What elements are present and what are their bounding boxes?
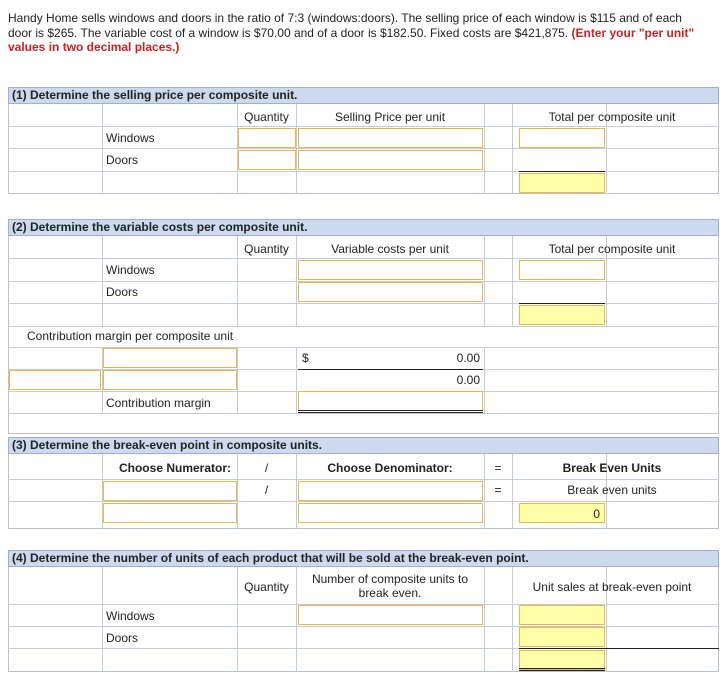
s4-col-unit-sales: Unit sales at break-even point bbox=[532, 580, 692, 594]
problem-text: Handy Home sells windows and doors in the ratio of 7:3 (windows:doors). The selling price of each window is $115 and of each door is $265. The variable cost of a window is $70.00 and of a door is $182.50. Fixed costs are $421,875. bbox=[8, 11, 682, 40]
s4-composite-units-input[interactable] bbox=[298, 605, 483, 625]
instruction-text: (Enter your "per unit" values in two decimal places.) bbox=[8, 25, 695, 55]
break-even-units-label: Break even units bbox=[567, 483, 657, 497]
section-4-title: (4) Determine the number of units of each product that will be sold at the break-even point. bbox=[8, 550, 719, 567]
s1-doors-quantity-input[interactable] bbox=[238, 150, 296, 170]
s4-col-composite-units: Number of composite units to break even. bbox=[311, 572, 469, 600]
s1-row-doors: Doors bbox=[106, 153, 139, 167]
section-1-title: (1) Determine the selling price per composite unit. bbox=[8, 87, 719, 104]
s2-row-doors: Doors bbox=[106, 285, 139, 299]
cm-currency: $ bbox=[302, 351, 309, 365]
s4-col-quantity: Quantity bbox=[244, 580, 289, 594]
s1-windows-total-input[interactable] bbox=[519, 128, 605, 148]
s4-row-windows: Windows bbox=[106, 609, 155, 623]
s2-windows-total-input[interactable] bbox=[519, 260, 605, 280]
equals-sign-2: = bbox=[494, 483, 502, 497]
s4-windows-sales-input[interactable] bbox=[519, 605, 605, 625]
break-even-units-header: Break Even Units bbox=[562, 461, 662, 475]
cm-value-2: 0.00 bbox=[456, 373, 480, 387]
numerator-label: Choose Numerator: bbox=[118, 461, 231, 475]
cm-row-select-input[interactable] bbox=[103, 370, 237, 390]
cm-row-label: Contribution margin bbox=[106, 396, 211, 410]
s2-doors-cost-input[interactable] bbox=[298, 282, 483, 302]
denominator-label: Choose Denominator: bbox=[327, 461, 453, 475]
cm-header-input[interactable] bbox=[103, 348, 237, 368]
numerator-select[interactable] bbox=[103, 481, 237, 501]
s1-windows-price-input[interactable] bbox=[298, 128, 483, 148]
s2-col-variable-costs: Variable costs per unit bbox=[331, 242, 449, 256]
s2-windows-cost-input[interactable] bbox=[298, 260, 483, 280]
cm-total-input[interactable] bbox=[298, 391, 483, 411]
divide-sign-2: / bbox=[264, 483, 269, 497]
s4-row-doors: Doors bbox=[106, 631, 139, 645]
s1-doors-price-input[interactable] bbox=[298, 150, 483, 170]
section-3-title: (3) Determine the break-even point in composite units. bbox=[8, 437, 719, 454]
s2-col-quantity: Quantity bbox=[244, 242, 289, 256]
numerator-value-input[interactable] bbox=[103, 503, 237, 523]
cm-row-label-input[interactable] bbox=[9, 370, 101, 390]
denominator-value-input[interactable] bbox=[298, 503, 483, 523]
break-even-result bbox=[519, 503, 605, 523]
break-even-result-value: 0 bbox=[593, 507, 600, 521]
s1-total-composite-input[interactable] bbox=[519, 173, 605, 193]
s2-row-windows: Windows bbox=[106, 263, 155, 277]
cm-per-composite-label: Contribution margin per composite unit bbox=[27, 329, 234, 343]
cm-value-1: 0.00 bbox=[456, 351, 480, 365]
s1-windows-quantity-input[interactable] bbox=[238, 128, 296, 148]
s1-col-total: Total per composite unit bbox=[548, 110, 676, 124]
equals-sign-1: = bbox=[494, 461, 502, 475]
s2-total-composite-input[interactable] bbox=[519, 305, 605, 325]
problem-statement bbox=[8, 11, 708, 55]
s4-doors-sales-input[interactable] bbox=[519, 627, 605, 647]
s1-row-windows: Windows bbox=[106, 131, 155, 145]
s1-col-quantity: Quantity bbox=[244, 110, 289, 124]
section-2-title: (2) Determine the variable costs per composite unit. bbox=[8, 219, 719, 236]
denominator-select[interactable] bbox=[298, 481, 483, 501]
s4-total-sales-input[interactable] bbox=[519, 650, 605, 670]
s1-col-selling-price: Selling Price per unit bbox=[334, 110, 446, 124]
s2-col-total: Total per composite unit bbox=[548, 242, 676, 256]
divide-sign-1: / bbox=[264, 461, 269, 475]
